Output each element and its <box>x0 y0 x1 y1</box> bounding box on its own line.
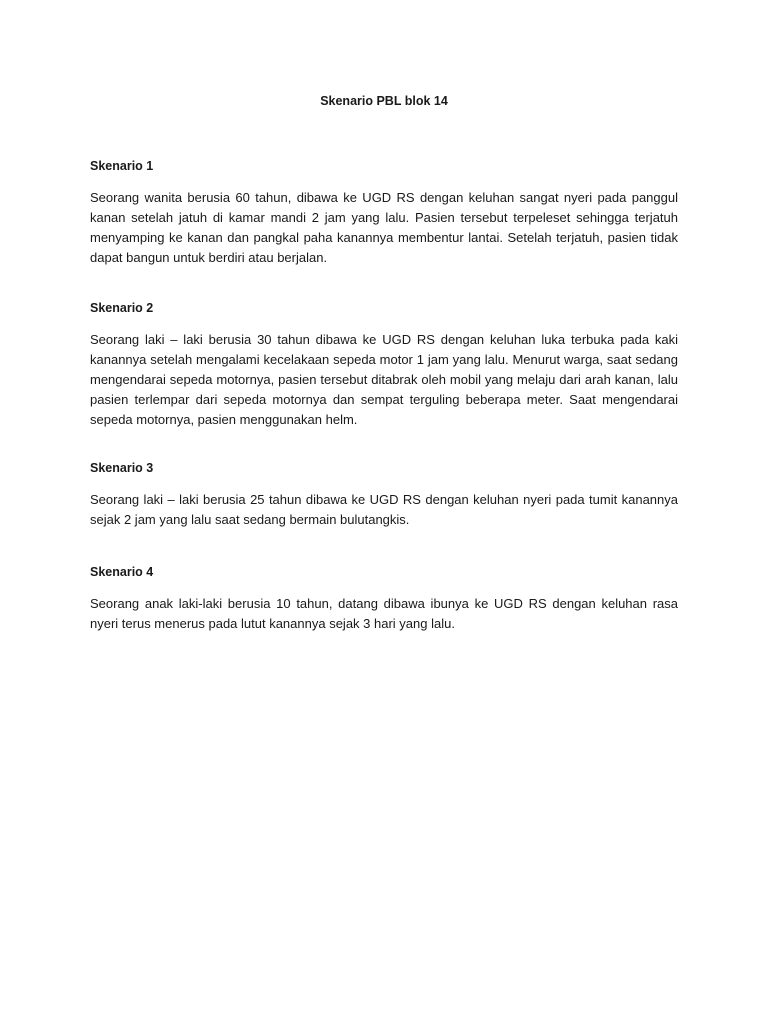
scenario-heading: Skenario 2 <box>90 301 154 315</box>
document-title: Skenario PBL blok 14 <box>320 94 448 108</box>
scenario-heading: Skenario 4 <box>90 565 154 579</box>
scenario-body: Seorang wanita berusia 60 tahun, dibawa ke UGD RS dengan keluhan sangat nyeri pada panggul kanan setelah jatuh di kamar mandi 2 jam yang lalu. Pasien tersebut terpeleset sehingga terjatuh menyamping ke kanan dan pangkal paha kanannya membentur lantai. Setelah terjatuh, pasien tidak dapat bangun untuk berdiri atau berjalan. <box>90 190 678 265</box>
scenario-section-2 <box>90 300 678 430</box>
scenario-section-1 <box>90 158 678 268</box>
scenario-section-3 <box>90 460 678 530</box>
scenario-body: Seorang laki – laki berusia 25 tahun dibawa ke UGD RS dengan keluhan nyeri pada tumit kanannya sejak 2 jam yang lalu saat sedang bermain bulutangkis. <box>90 492 678 527</box>
scenario-body: Seorang laki – laki berusia 30 tahun dibawa ke UGD RS dengan keluhan luka terbuka pada kaki kanannya setelah mengalami kecelakaan sepeda motor 1 jam yang lalu. Menurut warga, saat sedang mengendarai sepeda motornya, pasien tersebut ditabrak oleh mobil yang melaju dari arah kanan, lalu pasien terlempar dari sepeda motornya dan sempat terguling beberapa meter. Saat mengendarai sepeda motornya, pasien menggunakan helm. <box>90 332 678 427</box>
scenario-section-4 <box>90 564 678 634</box>
scenario-heading: Skenario 3 <box>90 461 154 475</box>
scenario-heading: Skenario 1 <box>90 159 154 173</box>
scenario-body: Seorang anak laki-laki berusia 10 tahun, datang dibawa ibunya ke UGD RS dengan keluhan rasa nyeri terus menerus pada lutut kanannya sejak 3 hari yang lalu. <box>90 596 678 631</box>
